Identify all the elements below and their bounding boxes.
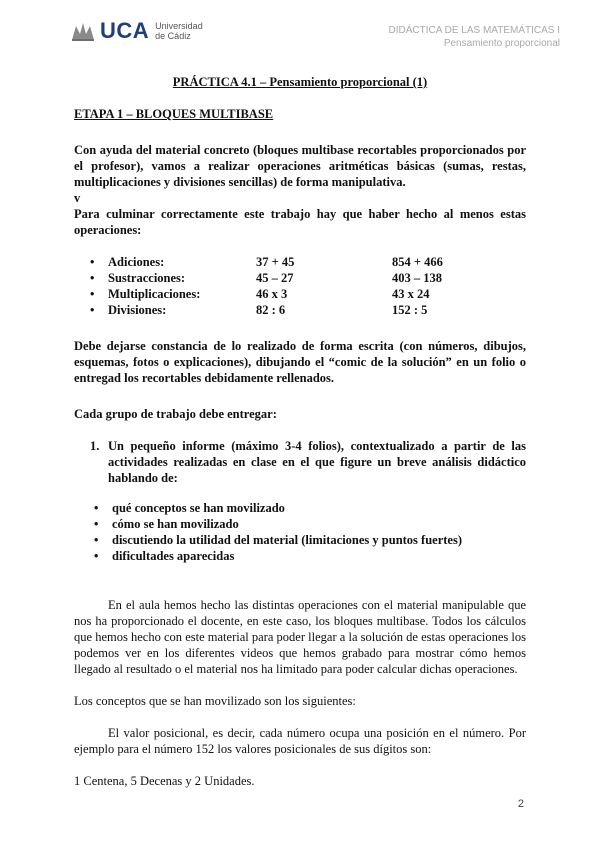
document-body [74,70,526,789]
page-number: 2 [517,798,524,810]
analysis-topic: • dificultades aparecidas [74,548,526,564]
analysis-topic: • discutiendo la utilidad del material (limitaciones y puntos fuertes) [74,532,526,548]
page-header [0,0,600,56]
body-paragraph-3: El valor posicional, es decir, cada número ocupa una posición en el número. Por ejemplo para el número 152 los valores posicionales de sus dígitos son: [74,726,526,756]
operation-item: • Adiciones: 37 + 45 854 + 466 [74,254,526,270]
course-topic: Pensamiento proporcional [443,38,560,49]
body-paragraph-2: Los conceptos que se han movilizado son los siguientes: [74,694,356,708]
analysis-topics-list [74,500,526,564]
analysis-topic: • qué conceptos se han movilizado [74,500,526,516]
stray-char: v [74,191,81,205]
operation-item: • Multiplicaciones: 46 x 3 43 x 24 [74,286,526,302]
operation-item: • Sustracciones: 45 – 27 403 – 138 [74,270,526,286]
deliver-paragraph: Cada grupo de trabajo debe entregar: [74,407,277,421]
crest-icon [70,20,96,42]
operations-list [74,254,526,318]
operation-item: • Divisiones: 82 : 6 152 : 5 [74,302,526,318]
stage-heading: ETAPA 1 – BLOQUES MULTIBASE [74,107,274,121]
course-title: DIDÁCTICA DE LAS MATEMÁTICAS I [388,25,560,36]
evidence-paragraph: Debe dejarse constancia de lo realizado de forma escrita (con números, dibujos, esquemas, fotos o explicaciones), dibujando el “comic de la solución” en un folio o entregad los recortables debidamente rellenados. [74,339,526,385]
university-logo [70,18,203,44]
logo-text: UCA [100,18,150,43]
course-header [388,24,560,50]
university-name: Universidad de Cádiz [155,21,203,41]
deliverable-item: 1. Un pequeño informe (máximo 3-4 folios), contextualizado a partir de las actividades realizadas en clase en el que figure un breve análisis didáctico hablando de: [90,439,526,485]
body-paragraph-4: 1 Centena, 5 Decenas y 2 Unidades. [74,774,255,788]
deliverables-list [74,438,526,486]
intro-paragraph: Con ayuda del material concreto (bloques multibase recortables proporcionados por el profesor), vamos a realizar operaciones aritméticas básicas (sumas, restas, multiplicaciones y divisiones sencillas) de forma manipulativa. [74,143,526,189]
doc-title: PRÁCTICA 4.1 – Pensamiento proporcional (1) [172,75,428,89]
body-paragraph-1: En el aula hemos hecho las distintas operaciones con el material manipulable que nos ha proporcionado el docente, en este caso, los bloques multibase. Todos los cálculos que hemos hecho con este material para poder llegar a la solución de estas operaciones los podemos ver en los diferentes videos que hemos grabado para mostrar cómo hemos llegado al resultado o el material nos ha limitado para poder calcular dichas operaciones. [74,598,526,676]
analysis-topic: • cómo se han movilizado [74,516,526,532]
requirement-paragraph: Para culminar correctamente este trabajo hay que haber hecho al menos estas operaciones: [74,207,526,237]
